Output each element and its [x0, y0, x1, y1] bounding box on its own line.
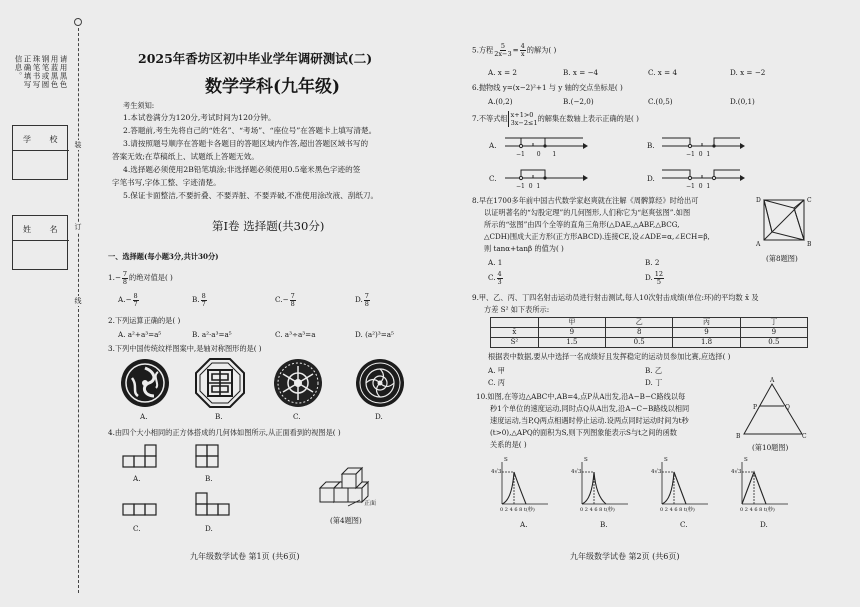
q9-th-1: 甲 [538, 318, 605, 328]
q9-cell: 8 [606, 328, 673, 338]
q8-pt-c: C [807, 197, 812, 204]
q10-line-1: 10.如图,在等边△ABC中,AB=4,点P从A出发,沿A−B−C路线以每 [476, 392, 686, 401]
q4-view-d[interactable] [195, 493, 235, 517]
q2-option-a[interactable]: A. a²+a³=a⁵ [118, 330, 162, 339]
q7-label-b: B. [647, 141, 655, 150]
q10-b-ylab: 4√3 [571, 469, 582, 475]
q4-label-d: D. [205, 524, 213, 533]
q9-th-3: 丙 [673, 318, 740, 328]
q10-d-ticks: 0 2 4 6 8 t(秒) [740, 507, 775, 513]
q9-cell: 1.5 [538, 338, 605, 348]
q4-view-c[interactable] [122, 493, 162, 517]
q10-line-2: 秒1个单位的速度运动,同时点Q从A出发,沿A−C−B路线以相同 [490, 404, 690, 413]
q10-a-ylab: 4√3 [491, 469, 502, 475]
q10-line-3: 速度运动,当P,Q两点相遇时停止运动.设两点同时运动时间为t秒 [490, 416, 689, 425]
q7-a-ticks: −1 0 1 [516, 151, 557, 158]
bind-mark-3: 线 [74, 297, 82, 305]
q9-option-d[interactable]: D. 丁 [645, 378, 663, 387]
q7-label-a: A. [489, 141, 497, 150]
q2-option-c[interactable]: C. a³÷a³=a [275, 330, 316, 339]
q8-option-a[interactable]: A. 1 [488, 258, 503, 267]
q4-view-a[interactable] [122, 445, 162, 469]
subject-title: 数学学科(九年级) [205, 77, 341, 97]
q7-label-c: C. [489, 174, 497, 183]
q10-b-ticks: 0 2 4 6 8 t(秒) [580, 507, 615, 513]
school-field[interactable] [12, 125, 68, 180]
q5-option-d[interactable]: D. x = −2 [730, 68, 766, 77]
q2-option-d[interactable]: D. (a²)³=a⁵ [355, 330, 394, 339]
q8-pt-a: A [756, 241, 761, 248]
q9-option-c[interactable]: C. 丙 [488, 378, 505, 387]
q7-stem: 7.不等式组 x+1>0 3x−2≤1 的解集在数轴上表示正确的是( ) [472, 111, 639, 127]
q7-label-d: D. [647, 174, 655, 183]
q2-stem: 2.下列运算正确的是( ) [108, 316, 181, 325]
q9-cell: 0.5 [606, 338, 673, 348]
q7-d-ticks: −1 0 1 [686, 183, 711, 190]
q7-numberline-c[interactable] [503, 164, 588, 184]
q4-stem: 4.由四个大小相同的正方体搭成的几何体如图所示,从正面看到的视图是( ) [108, 428, 341, 437]
pattern-a-image[interactable] [120, 358, 170, 408]
q9-cell: 9 [673, 328, 740, 338]
q4-view-b[interactable] [195, 445, 225, 469]
q9-score-table [490, 317, 808, 348]
q10-caption: (第10题图) [752, 443, 789, 452]
school-label: 学 校 [23, 135, 66, 144]
q8-pt-d: D [756, 197, 761, 204]
q6-option-a[interactable]: A.(0,2) [488, 97, 513, 106]
q6-option-c[interactable]: C.(0,5) [648, 97, 673, 106]
q6-option-b[interactable]: B.(−2,0) [563, 97, 594, 106]
q9-th-2: 乙 [606, 318, 673, 328]
notice-heading: 考生须知: [123, 101, 155, 110]
q1-option-c[interactable]: C.− $\frac{7}{8}$ [275, 291, 295, 308]
q10-d-axis-s: S [744, 457, 748, 463]
q8-option-d[interactable]: D. $\frac{12}{5}$ [645, 269, 664, 286]
q10-label-d: D. [760, 520, 768, 529]
binding-notice [14, 55, 68, 105]
q1-option-b[interactable]: B. $\frac{8}{7}$ [192, 291, 206, 308]
pattern-d-image[interactable] [355, 358, 405, 408]
exam-title: 2025年香坊区初中毕业学年调研测试(二) [138, 51, 373, 66]
q8-line-5: 则 tanα+tanβ 的值为( ) [484, 244, 564, 253]
punch-hole [74, 18, 82, 26]
q10-label-a: A. [520, 520, 528, 529]
q9-cell: x̄ [491, 328, 539, 338]
q8-option-c[interactable]: C. $\frac{4}{3}$ [488, 269, 502, 286]
q8-pt-b: B [807, 241, 812, 248]
q3-label-a: A. [140, 412, 148, 421]
q10-line-5: 关系的是( ) [490, 440, 527, 449]
q2-option-b[interactable]: B. a²·a³=a⁵ [192, 330, 232, 339]
q5-option-c[interactable]: C. x = 4 [648, 68, 678, 77]
pattern-b-image[interactable] [195, 358, 245, 408]
q10-triangle-figure [740, 380, 810, 440]
notice-col-2: 用蓝黑色 [50, 55, 59, 89]
q10-pt-a: A [770, 377, 775, 384]
bind-mark-1: 装 [74, 141, 82, 149]
q9-option-a[interactable]: A. 甲 [488, 366, 505, 375]
notice-line-3: 3.请按照题号顺序在答题卡各题目的答题区域内作答,超出答题区域书写的 [123, 139, 369, 148]
bind-mark-2: 订 [74, 223, 82, 231]
q10-c-axis-s: S [664, 457, 668, 463]
q10-pt-b: B [736, 433, 741, 440]
q6-option-d[interactable]: D.(0,1) [730, 97, 755, 106]
notice-line-2: 2.答题前,考生先将自己的“姓名”、“考场”、“座位号”在答题卡上填写清楚。 [123, 126, 377, 135]
notice-col-6: 信息。 [14, 55, 23, 81]
q8-line-3: 所示的“弦图”由四个全等的直角三角形(△DAE,△ABF,△BCG, [484, 220, 680, 229]
q10-c-ticks: 0 2 4 6 8 t(秒) [660, 507, 695, 513]
q6-stem: 6.抛物线 y=(x−2)²+1 与 y 轴的交点坐标是( ) [472, 83, 623, 92]
notice-line-1: 1.本试卷满分为120分,考试时间为120分钟。 [123, 113, 276, 122]
q10-b-axis-s: S [584, 457, 588, 463]
q10-d-ylab: 4√3 [731, 469, 742, 475]
q1-stem: 1.− $\frac{7}{8}$ 的绝对值是( ) [108, 269, 173, 286]
q9-line-1: 9.甲、乙、丙、丁四名射击运动员进行射击测试,每人10次射击成绩(单位:环)的平均数 x̄ 及 [472, 293, 759, 302]
q5-option-b[interactable]: B. x = −4 [563, 68, 599, 77]
q10-c-ylab: 4√3 [651, 469, 662, 475]
pattern-c-image[interactable] [273, 358, 323, 408]
q8-option-b[interactable]: B. 2 [645, 258, 660, 267]
notice-col-5: 正确填写 [23, 55, 32, 89]
q10-a-ticks: 0 2 4 6 8 t(秒) [500, 507, 535, 513]
notice-line-6: 字笔书写,字体工整、字迹清楚。 [112, 178, 221, 187]
q10-label-c: C. [680, 520, 688, 529]
q3-label-d: D. [375, 412, 383, 421]
q4-label-a: A. [133, 474, 141, 483]
q1-option-a[interactable]: A.− $\frac{8}{7}$ [118, 291, 138, 308]
q9-cell: 0.5 [740, 338, 807, 348]
q7-numberline-b[interactable] [660, 132, 745, 152]
part-heading: 一、选择题(每小题3分,共计30分) [108, 252, 219, 261]
q8-line-1: 8.早在1700多年前中国古代数学家赵爽就在注解《周髀算经》时给出可 [472, 196, 699, 205]
q5-stem: 5.方程 $\frac{5}{2x-3}$ = $\frac{4}{x}$ 的解为( ) [472, 42, 557, 58]
q7-numberline-d[interactable] [660, 164, 745, 184]
footer-left: 九年级数学试卷 第1页 (共6页) [190, 552, 300, 561]
q7-c-ticks: −1 0 1 [516, 183, 541, 190]
notice-line-5: 4.选择题必须使用2B铅笔填涂;非选择题必须使用0.5毫米黑色字迹的签 [123, 165, 361, 174]
q9-cell: 9 [538, 328, 605, 338]
q9-after: 根据表中数据,要从中选择一名成绩好且发挥稳定的运动员参加比赛,应选择( ) [488, 352, 731, 361]
q3-stem: 3.下列中国传统纹样图案中,是轴对称图形的是( ) [108, 344, 262, 353]
q9-line-2: 方差 S² 如下表所示: [484, 305, 550, 314]
q9-th-0 [491, 318, 539, 328]
q4-caption: (第4题图) [330, 516, 362, 525]
q10-pt-q: Q [785, 404, 790, 411]
q9-cell: 1.8 [673, 338, 740, 348]
notice-line-7: 5.保证卡面整洁,不要折叠、不要弄脏、不要弄破,不准使用涂改液、刮纸刀。 [123, 191, 379, 200]
name-label: 姓 名 [23, 225, 66, 234]
notice-col-1: 请用黑色 [59, 55, 68, 89]
q4-front-label: 正面 [364, 500, 377, 507]
q10-pt-c: C [802, 433, 807, 440]
q1-option-d[interactable]: D. $\frac{7}{8}$ [355, 291, 369, 308]
q10-a-axis-s: S [504, 457, 508, 463]
q10-label-b: B. [600, 520, 608, 529]
q10-line-4: (t>0),△APQ的面积为S,则下列图象能表示S与t之间的函数 [490, 428, 677, 437]
footer-right: 九年级数学试卷 第2页 (共6页) [570, 552, 680, 561]
q8-caption: (第8题图) [766, 254, 798, 263]
q3-label-c: C. [293, 412, 301, 421]
notice-line-4: 答案无效;在草稿纸上、试题纸上答题无效。 [112, 152, 259, 161]
q8-line-4: △CDH)围成大正方形(正方形ABCD).连接CE,设∠ADE=α,∠ECH=β, [484, 232, 710, 241]
q3-label-b: B. [215, 412, 223, 421]
q9-th-4: 丁 [740, 318, 807, 328]
q7-b-ticks: −1 0 1 [686, 151, 711, 158]
notice-col-4: 珠笔书写 [32, 55, 41, 89]
q5-option-a[interactable]: A. x = 2 [488, 68, 517, 77]
q9-option-b[interactable]: B. 乙 [645, 366, 663, 375]
q9-cell: 9 [740, 328, 807, 338]
q4-label-c: C. [133, 524, 141, 533]
section-title: 第Ⅰ卷 选择题(共30分) [212, 219, 325, 233]
q10-pt-p: P [753, 404, 758, 411]
q9-cell: S² [491, 338, 539, 348]
q8-line-2: 以证明著名的“勾股定理”的几何图形,人们称它为“赵爽弦图”.如图 [484, 208, 691, 217]
q4-label-b: B. [205, 474, 213, 483]
notice-col-3: 钢笔或圆 [41, 55, 50, 89]
q7-numberline-a[interactable] [503, 132, 588, 152]
name-field[interactable] [12, 215, 68, 270]
q8-zhaoshuang-figure [760, 196, 808, 252]
